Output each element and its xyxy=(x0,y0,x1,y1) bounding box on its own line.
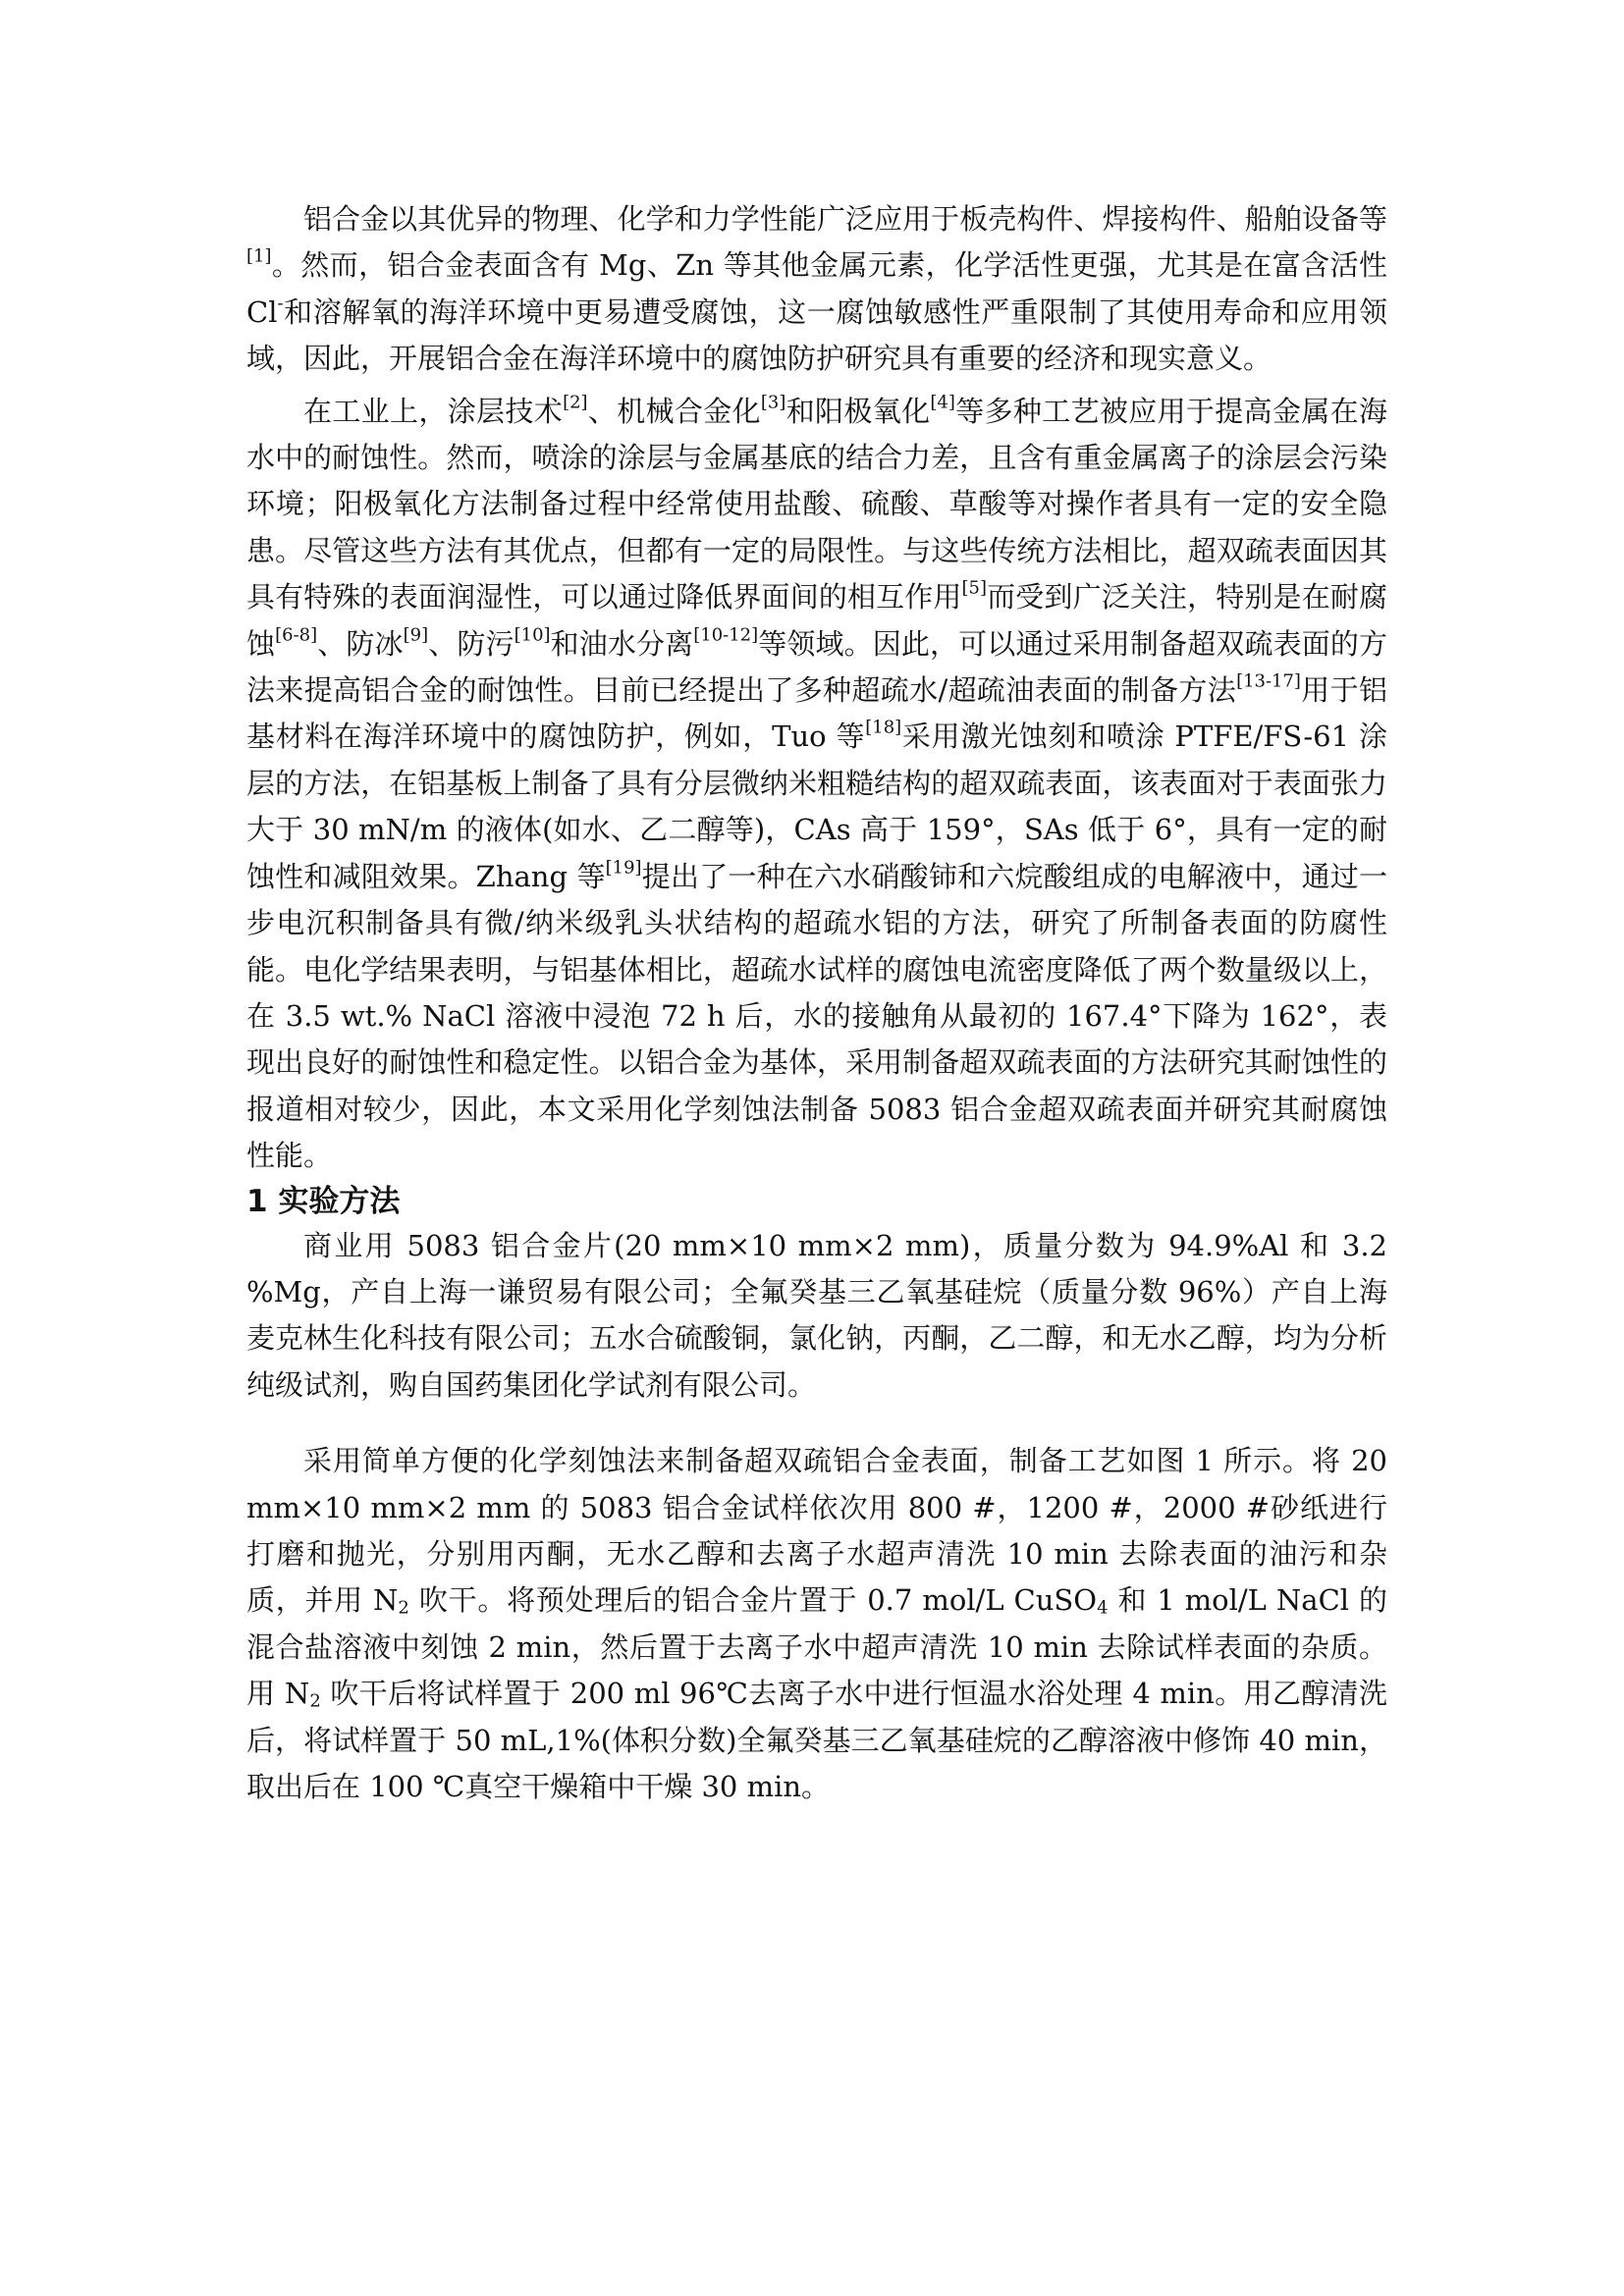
citation-ref: [4] xyxy=(930,392,955,413)
citation-ref: [6-8] xyxy=(275,624,318,646)
text-run: 采用激光蚀刻和喷涂 PTFE/FS-61 涂层的方法，在铝基板上制备了具有分层微纳米粗糙结构的超双疏表面，该表面对于表面张力大于 30 mN/m 的液体(如水、乙二醇等)，CAs 高于 159°，SAs 低于 6°，具有一定的耐蚀性和减阻效果。Zhang 等 xyxy=(246,720,1387,893)
paragraph-introduction xyxy=(246,196,1387,383)
text-run: 而受到广泛关注，特别是在耐腐蚀 xyxy=(246,580,1387,661)
citation-ref: [2] xyxy=(563,392,588,413)
citation-ref: [19] xyxy=(605,857,642,879)
text-run: 、机械合金化 xyxy=(587,394,761,428)
text-run: 吹干后将试样置于 200 ml 96℃去离子水中进行恒温水浴处理 4 min。用乙醇清洗后，将试样置于 50 mL,1%(体积分数)全氟癸基三乙氧基硅烷的乙醇溶液中修饰 40 min，取出后在 100 ℃真空干燥箱中干燥 30 min。 xyxy=(246,1677,1387,1803)
text-run: 和 1 mol/L NaCl 的混合盐溶液中刻蚀 2 min，然后置于去离子水中超声清洗 10 min 去除试样表面的杂质。用 N xyxy=(246,1583,1388,1711)
subscript: 2 xyxy=(309,1690,321,1712)
section-heading: 1 实验方法 xyxy=(246,1183,401,1219)
text-run: 铝合金以其优异的物理、化学和力学性能广泛应用于板壳构件、焊接构件、船舶设备等 xyxy=(303,202,1387,236)
paragraph-background xyxy=(246,389,1387,1180)
paragraph-materials: 商业用 5083 铝合金片(20 mm×10 mm×2 mm)，质量分数为 94.9%Al 和 3.2 %Mg，产自上海一谦贸易有限公司；全氟癸基三乙氧基硅烷（质量分数 96%）产自上海麦克林生化科技有限公司；五水合硫酸铜，氯化钠，丙酮，乙二醇，和无水乙醇，均为分析纯级试剂，购自国药集团化学试剂有限公司。 xyxy=(246,1228,1387,1402)
text-run: 等领域。因此，可以通过采用制备超双疏表面的方法来提高铝合金的耐蚀性。目前已经提出了多种超疏水/超疏油表面的制备方法 xyxy=(246,626,1387,708)
citation-ref: [5] xyxy=(961,577,987,599)
subscript: 2 xyxy=(398,1597,409,1619)
text-run: 、防污 xyxy=(428,626,514,661)
text-run: 在工业上，涂层技术 xyxy=(303,394,564,428)
citation-ref: [1] xyxy=(246,245,272,267)
text-run: 。然而，铝合金表面含有 Mg、Zn 等其他金属元素，化学活性更强，尤其是在富含活性 Cl xyxy=(246,248,1387,329)
citation-ref: [10-12] xyxy=(693,624,759,646)
citation-ref: [18] xyxy=(865,717,902,738)
text-run: 提出了一种在六水硝酸铈和六烷酸组成的电解液中，通过一步电沉积制备具有微/纳米级乳头状结构的超疏水铝的方法，研究了所制备表面的防腐性能。电化学结果表明，与铝基体相比，超疏水试样的腐蚀电流密度降低了两个数量级以上，在 3.5 wt.% NaCl 溶液中浸泡 72 h 后，水的接触角从最初的 167.4°下降为 162°，表现出良好的耐蚀性和稳定性。以铝合金为基体，采用制备超双疏表面的方法研究其耐蚀性的报道相对较少，因此，本文采用化学刻蚀法制备 5083 铝合金超双疏表面并研究其耐腐蚀性能。 xyxy=(246,859,1387,1173)
subscript: 4 xyxy=(1097,1597,1109,1619)
citation-ref: [3] xyxy=(760,392,786,413)
text-run: 和油水分离 xyxy=(550,626,694,661)
citation-ref: [10] xyxy=(514,624,551,646)
superscript-charge: - xyxy=(277,293,284,314)
text-run: 、防冰 xyxy=(317,626,404,661)
text-run: 吹干。将预处理后的铝合金片置于 0.7 mol/L CuSO xyxy=(408,1583,1098,1618)
text-run: 用于铝基材料在海洋环境中的腐蚀防护，例如，Tuo 等 xyxy=(246,673,1387,754)
paragraph-procedure xyxy=(246,1438,1387,1810)
body-text xyxy=(246,196,1387,1810)
text-run: 等多种工艺被应用于提高金属在海水中的耐蚀性。然而，喷涂的涂层与金属基底的结合力差，且含有重金属离子的涂层会污染环境；阳极氧化方法制备过程中经常使用盐酸、硫酸、草酸等对操作者具有一定的安全隐患。尽管这些方法有其优点，但都有一定的局限性。与这些传统方法相比，超双疏表面因其具有特殊的表面润湿性，可以通过降低界面间的相互作用 xyxy=(246,394,1387,614)
text-run: 采用简单方便的化学刻蚀法来制备超双疏铝合金表面，制备工艺如图 1 所示。将 20 mm×10 mm×2 mm 的 5083 铝合金试样依次用 800 #，1200 #，2000 #砂纸进行打磨和抛光，分别用丙酮，无水乙醇和去离子水超声清洗 10 min 去除表面的油污和杂质，并用 N xyxy=(246,1444,1387,1618)
citation-ref: [9] xyxy=(403,624,429,646)
citation-ref: [13-17] xyxy=(1236,670,1301,692)
text-run: 和阳极氧化 xyxy=(785,394,931,428)
text-run: 和溶解氧的海洋环境中更易遭受腐蚀，这一腐蚀敏感性严重限制了其使用寿命和应用领域，因此，开展铝合金在海洋环境中的腐蚀防护研究具有重要的经济和现实意义。 xyxy=(246,294,1387,376)
